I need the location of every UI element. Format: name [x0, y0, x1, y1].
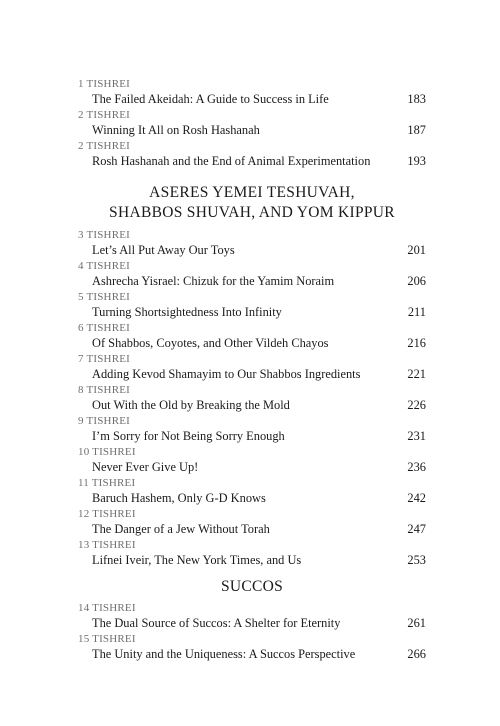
toc-entry	[78, 539, 426, 569]
entry-line[interactable]	[78, 459, 426, 476]
entry-date: 4 TISHREI	[78, 260, 131, 272]
entry-date: 2 TISHREI	[78, 109, 131, 121]
entry-line[interactable]	[78, 91, 426, 108]
entry-title: The Unity and the Uniqueness: A Succos Perspective	[92, 647, 356, 661]
entry-line[interactable]	[78, 273, 426, 290]
entry-title: Out With the Old by Breaking the Mold	[92, 398, 290, 412]
toc-entry	[78, 633, 426, 663]
entry-title: I’m Sorry for Not Being Sorry Enough	[92, 429, 285, 443]
toc-entry	[78, 446, 426, 476]
section-heading	[78, 183, 426, 223]
entry-page-number: 183	[407, 92, 426, 106]
toc-entry	[78, 602, 426, 632]
entry-page-number: 231	[407, 429, 426, 443]
section-heading	[78, 577, 426, 597]
entry-date: 1 TISHREI	[78, 78, 131, 90]
entry-title: Turning Shortsightedness Into Infinity	[92, 305, 282, 319]
entry-page-number: 261	[407, 616, 426, 630]
entry-page-number: 226	[407, 398, 426, 412]
toc-entry	[78, 477, 426, 507]
entry-title: Baruch Hashem, Only G-D Knows	[92, 491, 266, 505]
entry-date: 15 TISHREI	[78, 633, 136, 645]
entry-line[interactable]	[78, 552, 426, 569]
entry-line[interactable]	[78, 490, 426, 507]
section-heading-line: SHABBOS SHUVAH, AND YOM KIPPUR	[109, 204, 395, 221]
entry-title: Winning It All on Rosh Hashanah	[92, 123, 260, 137]
entry-page-number: 206	[407, 274, 426, 288]
entry-line[interactable]	[78, 521, 426, 538]
entry-title: The Failed Akeidah: A Guide to Success in Life	[92, 92, 329, 106]
entry-page-number: 247	[407, 522, 426, 536]
entry-title: The Danger of a Jew Without Torah	[92, 522, 270, 536]
entry-date: 8 TISHREI	[78, 384, 131, 396]
toc-entry	[78, 260, 426, 290]
entry-line[interactable]	[78, 428, 426, 445]
entry-title: Let’s All Put Away Our Toys	[92, 243, 235, 257]
entry-page-number: 187	[407, 123, 426, 137]
entry-line[interactable]	[78, 397, 426, 414]
entry-date: 3 TISHREI	[78, 229, 131, 241]
toc-entry	[78, 140, 426, 170]
entry-title: Adding Kevod Shamayim to Our Shabbos Ingredients	[92, 367, 361, 381]
entry-line[interactable]	[78, 153, 426, 170]
entry-date: 6 TISHREI	[78, 322, 131, 334]
section-heading-line: ASERES YEMEI TESHUVAH,	[149, 184, 355, 201]
entry-line[interactable]	[78, 304, 426, 321]
entry-date: 13 TISHREI	[78, 539, 136, 551]
entry-date: 2 TISHREI	[78, 140, 131, 152]
entry-date: 10 TISHREI	[78, 446, 136, 458]
entry-page-number: 211	[407, 305, 426, 319]
toc-entry	[78, 508, 426, 538]
entry-page-number: 266	[407, 647, 426, 661]
entry-page-number: 236	[407, 460, 426, 474]
entry-title: Ashrecha Yisrael: Chizuk for the Yamim Noraim	[92, 274, 335, 288]
section-heading-line: SUCCOS	[220, 578, 284, 595]
entry-title: Never Ever Give Up!	[92, 460, 199, 474]
entry-page-number: 201	[407, 243, 426, 257]
toc-entry	[78, 109, 426, 139]
toc-entry	[78, 322, 426, 352]
entry-page-number: 193	[407, 154, 426, 168]
table-of-contents	[78, 78, 426, 664]
entry-title: The Dual Source of Succos: A Shelter for Eternity	[92, 616, 341, 630]
entry-page-number: 242	[407, 491, 426, 505]
entry-date: 9 TISHREI	[78, 415, 131, 427]
toc-entry	[78, 229, 426, 259]
entry-title: Lifnei Iveir, The New York Times, and Us	[92, 553, 302, 567]
entry-page-number: 253	[407, 553, 426, 567]
entry-title: Of Shabbos, Coyotes, and Other Vildeh Chayos	[92, 336, 329, 350]
entry-title: Rosh Hashanah and the End of Animal Experimentation	[92, 154, 371, 168]
entry-page-number: 221	[407, 367, 426, 381]
toc-entry	[78, 291, 426, 321]
entry-line[interactable]	[78, 242, 426, 259]
entry-date: 12 TISHREI	[78, 508, 136, 520]
toc-entry	[78, 384, 426, 414]
toc-entry	[78, 353, 426, 383]
entry-date: 11 TISHREI	[78, 477, 136, 489]
entry-date: 14 TISHREI	[78, 602, 136, 614]
entry-page-number: 216	[407, 336, 426, 350]
entry-date: 7 TISHREI	[78, 353, 131, 365]
entry-line[interactable]	[78, 366, 426, 383]
entry-date: 5 TISHREI	[78, 291, 131, 303]
entry-line[interactable]	[78, 335, 426, 352]
entry-line[interactable]	[78, 122, 426, 139]
toc-entry	[78, 415, 426, 445]
entry-line[interactable]	[78, 615, 426, 632]
entry-line[interactable]	[78, 646, 426, 663]
toc-entry	[78, 78, 426, 108]
